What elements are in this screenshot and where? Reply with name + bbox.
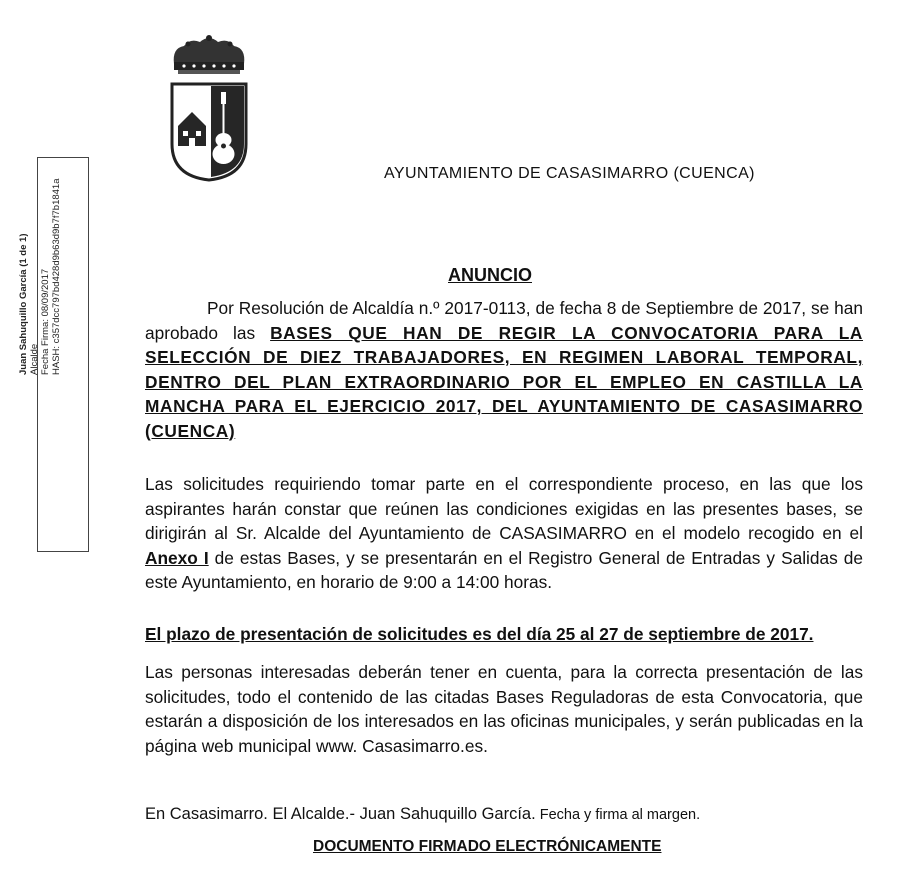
- closing-signer: En Casasimarro. El Alcalde.- Juan Sahuquillo García.: [145, 805, 536, 823]
- bases-title: BASES QUE HAN DE REGIR LA CONVOCATORIA PARA LA SELECCIÓN DE DIEZ TRABAJADORES, EN REGIMEN LABORAL TEMPORAL, DENTRO DEL PLAN EXTRAORDINARIO POR EL EMPLEO EN CASTILLA LA MANCHA PARA EL EJERCICIO 2017, DEL AYUNTAMIENTO DE CASASIMARRO (CUENCA): [145, 322, 864, 441]
- signature-margin-text: [18, 0, 62, 375]
- paragraph-applications: [145, 472, 863, 595]
- closing-note: Fecha y firma al margen.: [535, 807, 701, 823]
- signature-date: Fecha Firma: 08/09/2017: [40, 268, 51, 375]
- anexo-reference: Anexo I: [145, 547, 209, 568]
- shield-icon: [172, 84, 246, 180]
- closing-line: [145, 805, 700, 824]
- deadline-notice: El plazo de presentación de solicitudes es del día 25 al 27 de septiembre de 2017.: [145, 624, 814, 644]
- municipal-crest-logo: [166, 34, 252, 182]
- applications-text-b: de estas Bases, y se presentarán en el Registro General de Entradas y Salidas de este Ayuntamiento, en horario de 9:00 a 14:00 horas.: [145, 547, 863, 592]
- paragraph-publication: Las personas interesadas deberán tener en cuenta, para la correcta presentación de las solicitudes, todo el contenido de las citadas Bases Reguladoras de esta Convocatoria, que estarán a disposición de los interesados en las oficinas municipales, y serán publicadas en la página web municipal www. Casasimarro.es.: [145, 662, 863, 756]
- signer-name: Juan Sahuquillo García (1 de 1): [18, 233, 29, 375]
- organization-name: AYUNTAMIENTO DE CASASIMARRO (CUENCA): [384, 165, 755, 182]
- resolution-text: Por Resolución de Alcaldía n.º 2017-0113, de fecha 8 de Septiembre de 2017, se han aprobado las: [145, 298, 863, 343]
- document-title: ANUNCIO: [448, 265, 532, 285]
- paragraph-resolution: [145, 296, 863, 443]
- signature-hash: HASH: c357dcc797bd428d9b63d9b7f7b1841a: [51, 178, 62, 375]
- crown-icon: [174, 35, 245, 74]
- electronic-signature-notice: DOCUMENTO FIRMADO ELECTRÓNICAMENTE: [313, 838, 662, 855]
- signer-role: Alcalde: [29, 343, 40, 375]
- applications-text-a: Las solicitudes requiriendo tomar parte en el correspondiente proceso, en las que los aspirantes harán constar que reúnen las condiciones exigidas en las presentes bases, se dirigirán al Sr. Alcalde del Ayuntamiento de CASASIMARRO en el modelo recogido en el: [145, 474, 863, 543]
